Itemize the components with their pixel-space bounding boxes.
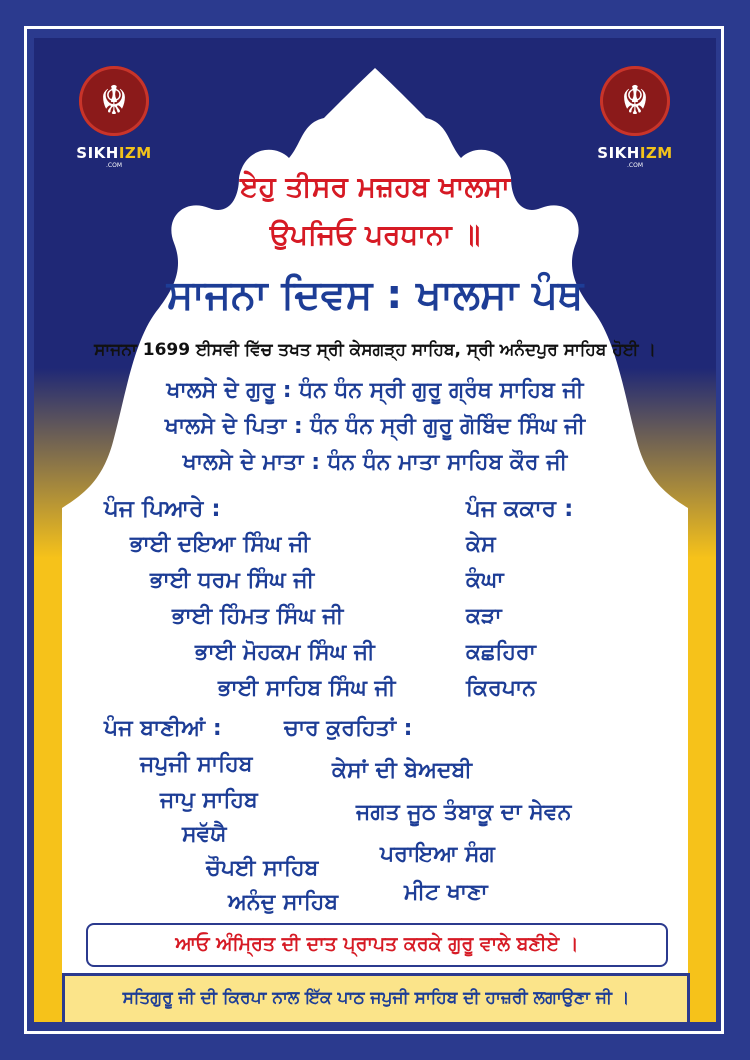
lineage-guru: ਖਾਲਸੇ ਦੇ ਗੁਰੂ : ਧੰਨ ਧੰਨ ਸ੍ਰੀ ਗੁਰੂ ਗ੍ਰੰਥ ਸਾਹਿਬ ਜੀ — [166, 378, 584, 403]
panj-pyare-item: ਭਾਈ ਧਰਮ ਸਿੰਘ ਜੀ — [150, 568, 315, 593]
char-kurehitan-item: ਜਗਤ ਜੂਠ ਤੰਬਾਕੂ ਦਾ ਸੇਵਨ — [356, 800, 572, 825]
panj-kakar-item: ਕੜਾ — [466, 604, 502, 629]
amrit-invitation-banner — [86, 923, 668, 967]
page-title: ਸਾਜਨਾ ਦਿਵਸ : ਖਾਲਸਾ ਪੰਥ — [166, 272, 584, 318]
sikhizm-logo-right — [590, 66, 680, 176]
lineage-mother: ਖਾਲਸੇ ਦੇ ਮਾਤਾ : ਧੰਨ ਧੰਨ ਮਾਤਾ ਸਾਹਿਬ ਕੌਰ ਜੀ — [182, 450, 568, 475]
panj-kakar-item: ਕਿਰਪਾਨ — [466, 676, 536, 701]
panj-pyare-heading: ਪੰਜ ਪਿਆਰੇ : — [104, 496, 221, 522]
founding-text: ਸਾਜਨਾ 1699 ਈਸਵੀ ਵਿੱਚ ਤਖਤ ਸ੍ਰੀ ਕੇਸਗੜ੍ਹ ਸਾਹਿਬ, ਸ੍ਰੀ ਅਨੰਦਪੁਰ ਸਾਹਿਬ ਹੋਈ । — [94, 340, 656, 360]
panj-bania-item: ਚੌਪਈ ਸਾਹਿਬ — [206, 856, 319, 881]
logo-suffix: .COM — [106, 162, 122, 169]
japji-sahib-banner — [62, 973, 690, 1025]
panj-kakar-item: ਕੇਸ — [466, 532, 496, 557]
lineage-father: ਖਾਲਸੇ ਦੇ ਪਿਤਾ : ਧੰਨ ਧੰਨ ਸ੍ਰੀ ਗੁਰੂ ਗੋਬਿੰਦ ਸਿੰਘ ਜੀ — [164, 414, 586, 439]
panj-bania-item: ਸਵੱਯੈ — [182, 822, 227, 847]
panj-pyare-item: ਭਾਈ ਹਿੰਮਤ ਸਿੰਘ ਜੀ — [172, 604, 344, 629]
char-kurehitan-item: ਮੀਟ ਖਾਣਾ — [404, 880, 488, 905]
panj-pyare-item: ਭਾਈ ਮੋਹਕਮ ਸਿੰਘ ਜੀ — [195, 640, 375, 665]
verse-line-2: ਉਪਜਿਓ ਪਰਧਾਨਾ ॥ — [269, 218, 481, 251]
panj-pyare-item: ਭਾਈ ਦਇਆ ਸਿੰਘ ਜੀ — [130, 532, 310, 557]
verse-line-1: ਏਹੁ ਤੀਸਰ ਮਜ਼ਹਬ ਖਾਲਸਾ — [239, 170, 511, 203]
amrit-invitation-text: ਆਓ ਅੰਮ੍ਰਿਤ ਦੀ ਦਾਤ ਪ੍ਰਾਪਤ ਕਰਕੇ ਗੁਰੂ ਵਾਲੇ ਬਣੀਏ । — [175, 933, 579, 955]
panj-kakar-item: ਕਛਹਿਰਾ — [466, 640, 536, 665]
char-kurehitan-heading: ਚਾਰ ਕੁਰਹਿਤਾਂ : — [284, 716, 413, 741]
panj-bania-item: ਜਾਪੁ ਸਾਹਿਬ — [160, 788, 258, 813]
japji-sahib-text: ਸਤਿਗੁਰੂ ਜੀ ਦੀ ਕਿਰਪਾ ਨਾਲ ਇੱਕ ਪਾਠ ਜਪੁਜੀ ਸਾਹਿਬ ਦੀ ਹਾਜ਼ਰੀ ਲਗਾਉਣਾ ਜੀ । — [122, 988, 630, 1008]
logo-brand-text: SIKHIZM — [597, 144, 673, 162]
panj-bania-heading: ਪੰਜ ਬਾਣੀਆਂ : — [104, 716, 222, 741]
char-kurehitan-item: ਕੇਸਾਂ ਦੀ ਬੇਅਦਬੀ — [332, 758, 472, 783]
khanda-icon: ☬ — [99, 78, 129, 124]
khanda-icon: ☬ — [620, 78, 650, 124]
panj-bania-item: ਅਨੰਦੁ ਸਾਹਿਬ — [228, 890, 339, 915]
panj-bania-item: ਜਪੁਜੀ ਸਾਹਿਬ — [140, 752, 253, 777]
panj-kakar-heading: ਪੰਜ ਕਕਾਰ : — [466, 496, 574, 522]
logo-suffix: .COM — [627, 162, 643, 169]
char-kurehitan-item: ਪਰਾਇਆ ਸੰਗ — [380, 842, 495, 867]
sikhizm-logo-left — [69, 66, 159, 176]
logo-brand-text: SIKHIZM — [76, 144, 152, 162]
panj-pyare-item: ਭਾਈ ਸਾਹਿਬ ਸਿੰਘ ਜੀ — [218, 676, 396, 701]
panj-kakar-item: ਕੰਘਾ — [466, 568, 504, 593]
